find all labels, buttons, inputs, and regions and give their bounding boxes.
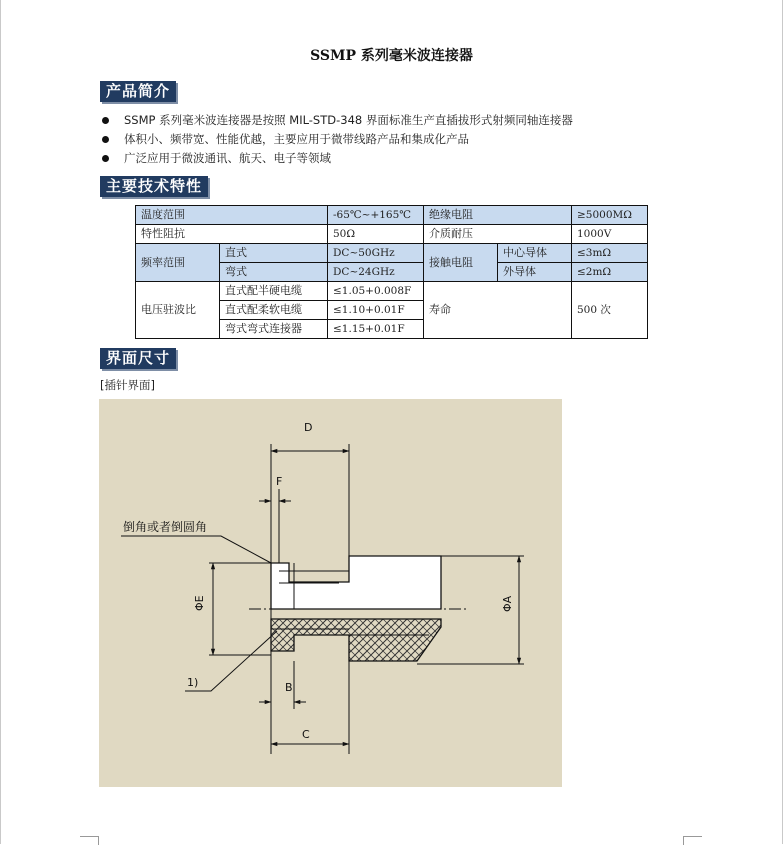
outer-cond-value: ≤2mΩ (572, 263, 648, 282)
page-title: SSMP 系列毫米波连接器 (310, 48, 473, 64)
table-row (136, 244, 648, 263)
imp-value: 50Ω (328, 225, 424, 244)
intro-bullet: SSMP 系列毫米波连接器是按照 MIL-STD-348 界面标准生产直插拔形式射频同轴连接器 (100, 111, 573, 130)
dim-c-label: C (302, 728, 310, 741)
temp-value: -65℃~+165℃ (328, 206, 424, 225)
table-row (136, 206, 648, 225)
section-heading-dims: 界面尺寸 (100, 348, 176, 369)
insul-label: 绝缘电阻 (424, 206, 572, 225)
page-edge-left (0, 0, 1, 844)
dim-phi-a-label: ΦA (501, 595, 514, 612)
callout-1-leader (185, 631, 277, 691)
freq-bent-value: DC~24GHz (328, 263, 424, 282)
connector-drawing-svg (99, 399, 562, 787)
freq-straight-label: 直式 (220, 244, 328, 263)
intro-bullet-list (100, 111, 573, 168)
section-heading-specs: 主要技术特性 (100, 176, 208, 197)
center-cond-value: ≤3mΩ (572, 244, 648, 263)
contact-label: 接触电阻 (424, 244, 498, 282)
life-label: 寿命 (424, 282, 572, 339)
drawing-caption: [插针界面] (100, 378, 155, 392)
table-row (136, 225, 648, 244)
vswr-row-value: ≤1.05+0.008F (328, 282, 424, 301)
vswr-row-label: 直式配柔软电缆 (220, 301, 328, 320)
imp-label: 特性阻抗 (136, 225, 328, 244)
dim-phi-e-label: ΦE (193, 595, 206, 611)
vswr-label: 电压驻波比 (136, 282, 220, 339)
temp-label: 温度范围 (136, 206, 328, 225)
vswr-row-value: ≤1.10+0.01F (328, 301, 424, 320)
freq-label: 频率范围 (136, 244, 220, 282)
intro-bullet: 广泛应用于微波通讯、航天、电子等领域 (100, 149, 573, 168)
connector-drawing (99, 399, 562, 787)
vswr-row-label: 弯式弯式连接器 (220, 320, 328, 339)
vswr-row-value: ≤1.15+0.01F (328, 320, 424, 339)
spec-table (135, 205, 648, 339)
freq-bent-label: 弯式 (220, 263, 328, 282)
vswr-row-label: 直式配半硬电缆 (220, 282, 328, 301)
outer-cond-label: 外导体 (498, 263, 572, 282)
dim-f-label: F (276, 475, 283, 488)
diel-label: 介质耐压 (424, 225, 572, 244)
diel-value: 1000V (572, 225, 648, 244)
dim-d-label: D (304, 421, 313, 434)
chamfer-leader (121, 536, 271, 563)
center-cond-label: 中心导体 (498, 244, 572, 263)
dim-b-label: B (285, 681, 293, 694)
freq-straight-value: DC~50GHz (328, 244, 424, 263)
intro-bullet: 体积小、频带宽、性能优越，主要应用于微带线路产品和集成化产品 (100, 130, 573, 149)
callout-1-label: 1) (187, 676, 199, 689)
connector-lower-section (271, 619, 441, 661)
insul-value: ≥5000MΩ (572, 206, 648, 225)
chamfer-label: 倒角或者倒圆角 (123, 520, 208, 534)
life-value: 500 次 (572, 282, 648, 339)
table-row (136, 282, 648, 301)
section-heading-intro: 产品简介 (100, 81, 176, 102)
